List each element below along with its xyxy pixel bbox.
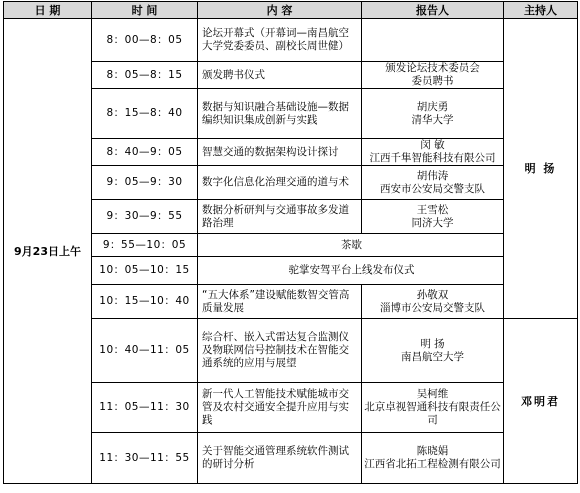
header-content: 内 容 — [198, 2, 362, 19]
reporter-line: 清华大学 — [411, 113, 454, 126]
content-cell: 数据分析研判与交通事故多发道路治理 — [198, 200, 362, 234]
header-reporter: 报告人 — [362, 2, 504, 19]
reporter-line: 闵 敏 — [420, 139, 445, 151]
time-cell: 8：00—8：05 — [92, 19, 198, 62]
reporter-line: 南昌航空大学 — [401, 350, 464, 363]
content-cell: 综合杆、嵌入式雷达复合监测仪及物联网信号控制技术在智能交通系统的应用与展望 — [198, 319, 362, 383]
reporter-cell — [362, 200, 504, 234]
reporter-line: 颁发论坛技术委员会 — [385, 62, 480, 74]
time-cell: 8：05—8：15 — [92, 62, 198, 89]
time-cell: 8：15—8：40 — [92, 89, 198, 139]
reporter-line: 同济大学 — [411, 216, 454, 229]
reporter-cell — [362, 433, 504, 484]
schedule-table — [3, 1, 578, 484]
content-cell: “五大体系”建设赋能数智交管高质量发展 — [198, 285, 362, 319]
content-cell: 驼掌安驾平台上线发布仪式 — [198, 257, 504, 285]
content-cell: 论坛开幕式（开幕词—南昌航空大学党委委员、副校长周世健） — [198, 19, 362, 62]
time-cell: 10：15—10：40 — [92, 285, 198, 319]
reporter-cell — [362, 139, 504, 166]
reporter-cell — [362, 383, 504, 433]
reporter-line: 明 扬 — [420, 337, 445, 350]
header-date: 日 期 — [4, 2, 92, 19]
reporter-line: 孙敬双 — [416, 288, 449, 301]
content-cell: 智慧交通的数据架构设计探讨 — [198, 139, 362, 166]
reporter-cell — [362, 19, 504, 62]
content-cell: 数字化信息化治理交通的道与术 — [198, 166, 362, 200]
reporter-cell — [362, 285, 504, 319]
time-cell: 8：40—9：05 — [92, 139, 198, 166]
reporter-line: 吴柯维 — [416, 388, 449, 400]
host-cell: 邓明君 — [504, 319, 578, 484]
content-cell: 茶歇 — [198, 234, 504, 257]
table-row — [4, 19, 578, 62]
time-cell: 10：40—11：05 — [92, 319, 198, 383]
content-cell: 颁发聘书仪式 — [198, 62, 362, 89]
time-cell: 10：05—10：15 — [92, 257, 198, 285]
reporter-cell — [362, 319, 504, 383]
reporter-line: 江西千隼智能科技有限公司 — [369, 152, 496, 164]
reporter-line: 王雪松 — [416, 203, 449, 216]
reporter-line: 胡庆勇 — [416, 100, 449, 113]
time-cell: 9：05—9：30 — [92, 166, 198, 200]
content-cell: 新一代人工智能技术赋能城市交管及农村交通安全提升应用与实践 — [198, 383, 362, 433]
reporter-line: 胡伟涛 — [416, 169, 449, 182]
reporter-cell — [362, 166, 504, 200]
header-row — [4, 2, 578, 19]
time-cell: 9：30—9：55 — [92, 200, 198, 234]
content-cell: 数据与知识融合基础设施—数据编织知识集成创新与实践 — [198, 89, 362, 139]
reporter-line: 委员聘书 — [411, 75, 454, 87]
reporter-line: 淄博市公安局交警支队 — [380, 301, 485, 314]
reporter-line: 西安市公安局交警支队 — [380, 182, 485, 195]
date-cell: 9月23日上午 — [4, 19, 92, 484]
reporter-line: 江西省北拓工程检测有限公司 — [364, 458, 501, 470]
reporter-cell — [362, 89, 504, 139]
time-cell: 9：55—10：05 — [92, 234, 198, 257]
header-time: 时 间 — [92, 2, 198, 19]
header-host: 主持人 — [504, 2, 578, 19]
time-cell: 11：05—11：30 — [92, 383, 198, 433]
reporter-line: 北京卓视智通科技有限责任公司 — [364, 401, 501, 426]
reporter-cell — [362, 62, 504, 89]
reporter-line: 陈晓娟 — [416, 445, 449, 457]
time-cell: 11：30—11：55 — [92, 433, 198, 484]
host-cell: 明 扬 — [504, 19, 578, 319]
content-cell: 关于智能交通管理系统软件测试的研讨分析 — [198, 433, 362, 484]
